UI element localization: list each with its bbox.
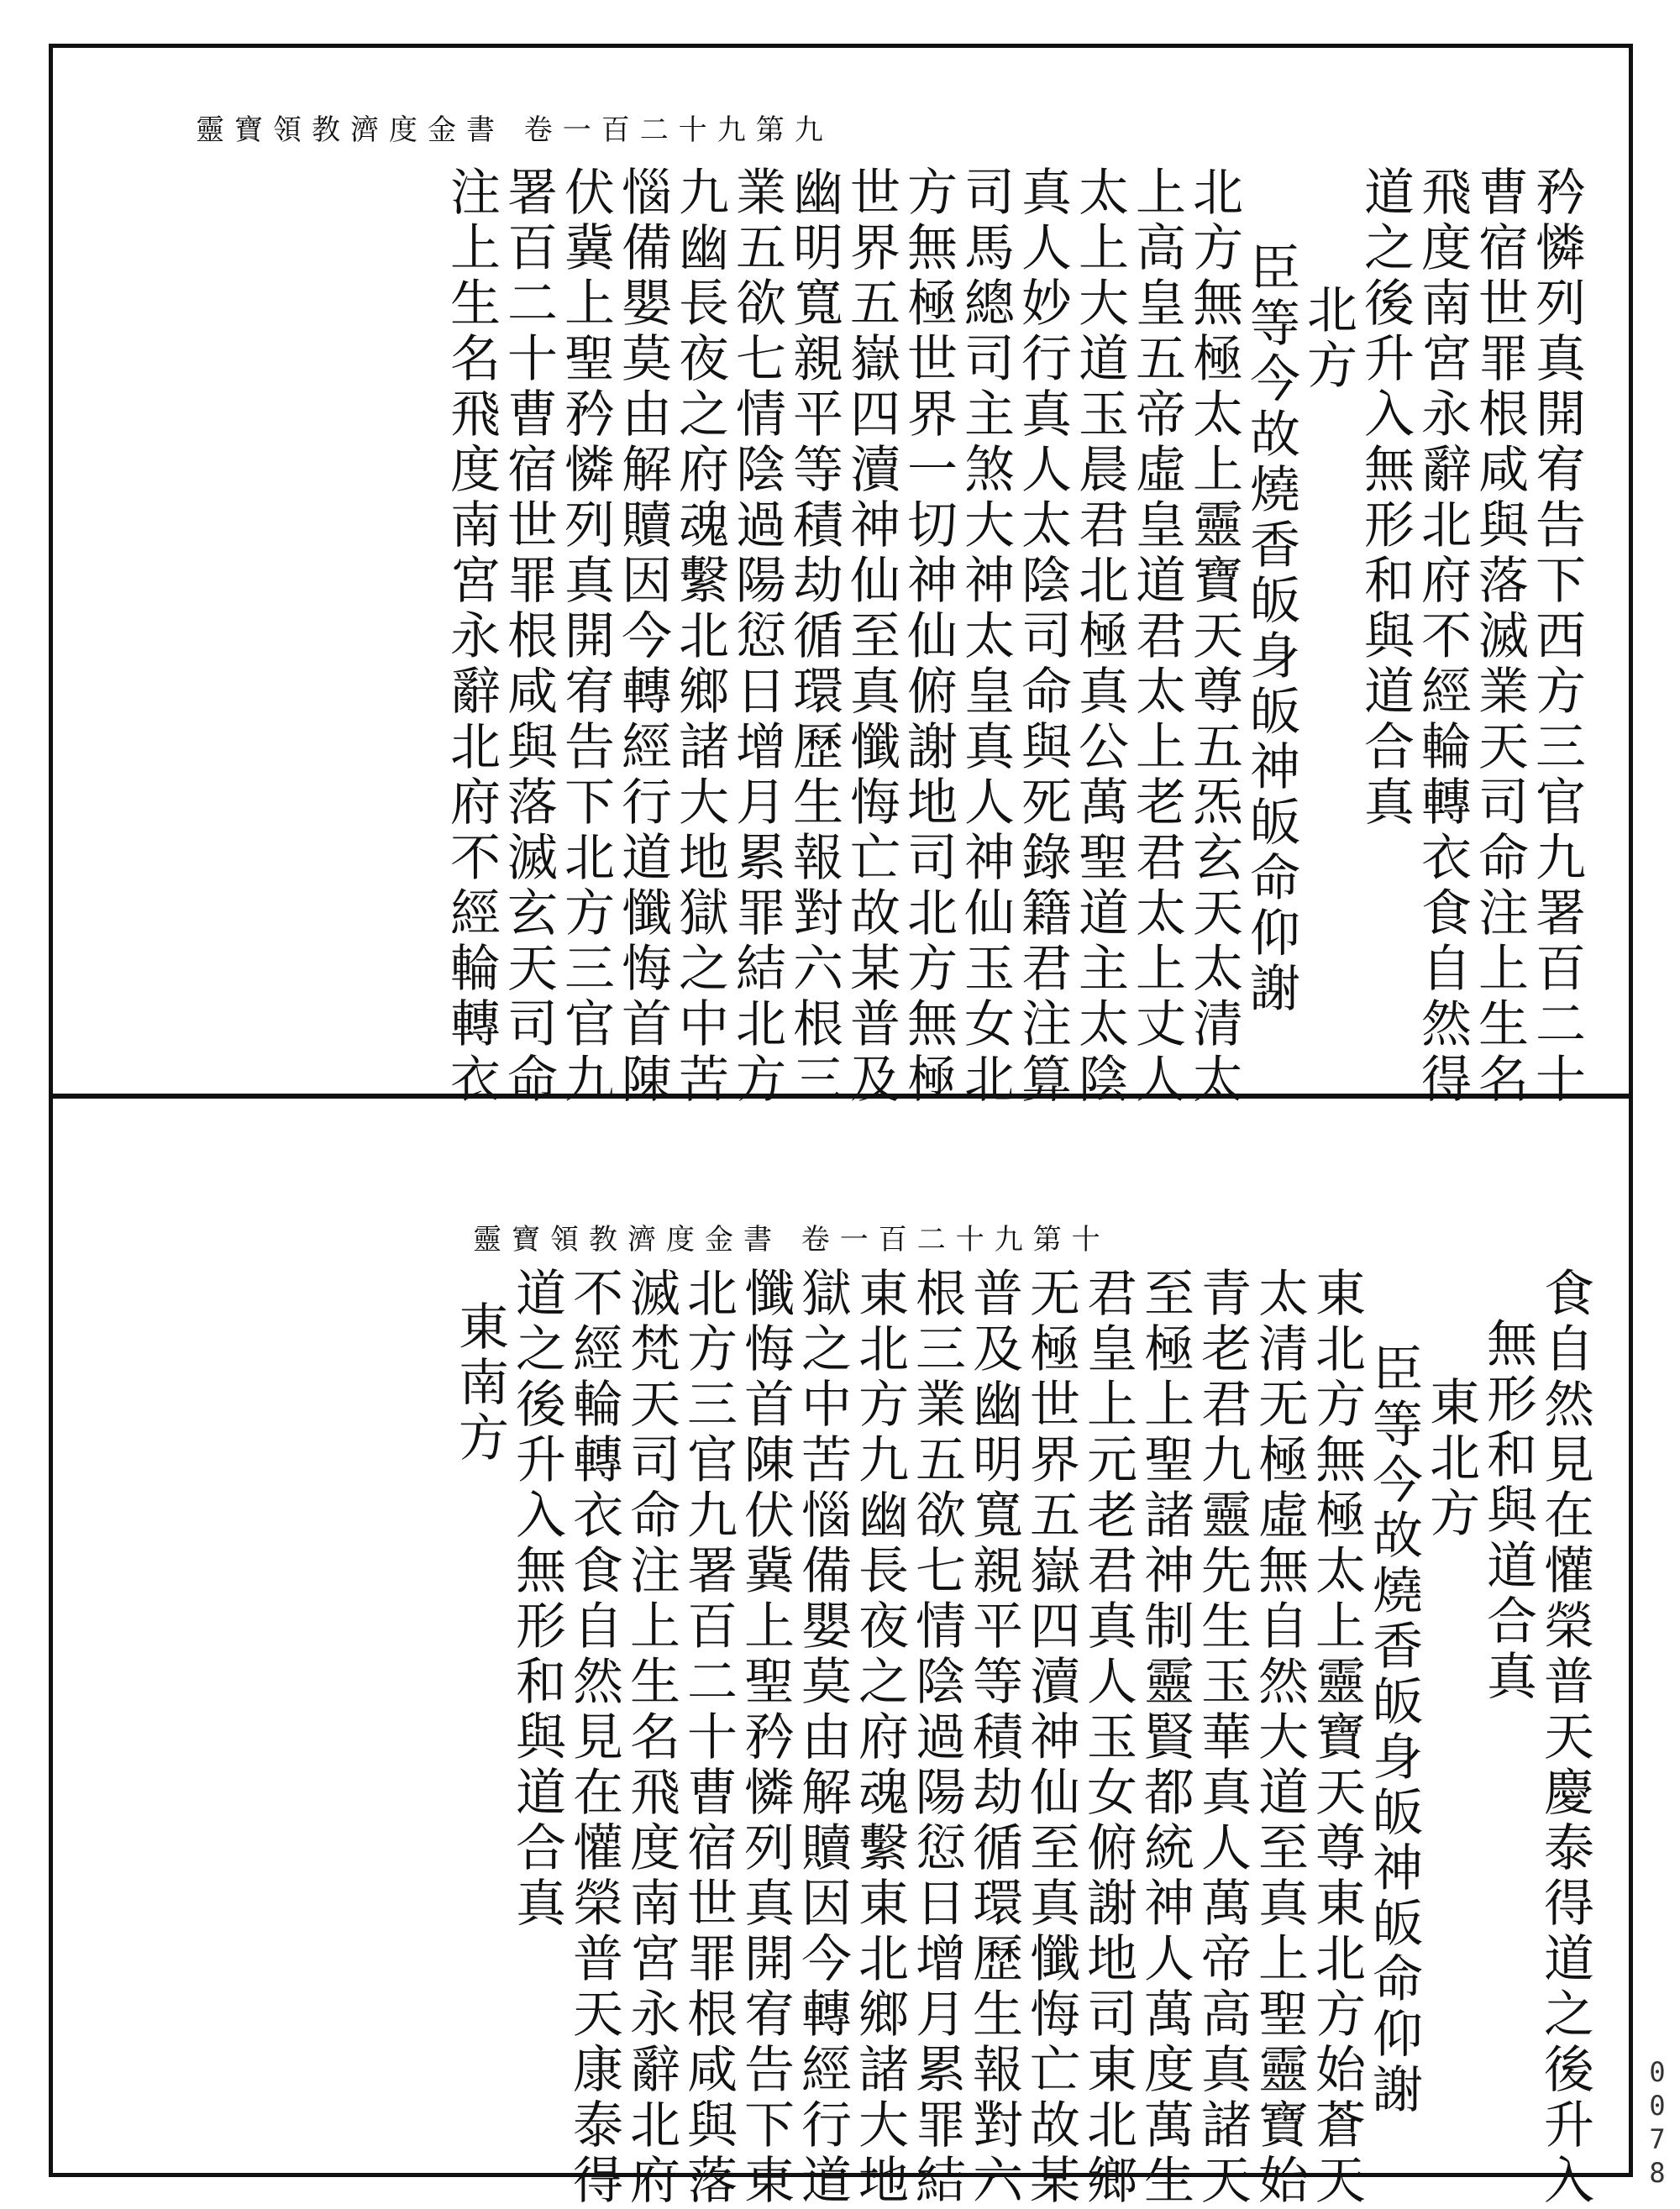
bottom-page-column: 根三業五欲七情陰過陽愆日增月累罪結: [907, 1267, 966, 2209]
bottom-page-header: 靈寶領教濟度金書 卷一百二十九第十: [473, 1223, 1110, 1257]
top-page-column: 道之後升入無形和與道合真: [1356, 165, 1415, 831]
bottom-page-column: 至極上聖諸神制靈賢都統神人萬度萬生: [1136, 1267, 1194, 2209]
top-page-column: 方無極世界一切神仙俯謝地司北方無極: [899, 165, 958, 1108]
bottom-page-column: 東北方九幽長夜之府魂繫東北鄉諸大地: [850, 1267, 909, 2209]
bottom-page-column: 君皇上元老君真人玉女俯謝地司東北鄉: [1079, 1267, 1137, 2209]
bottom-page-column: 普及幽明寬親平等積劫循環歷生報對六: [964, 1267, 1023, 2209]
bottom-page-column: 滅梵天司命注上生名飛度南宮永辭北府: [622, 1267, 680, 2209]
top-page-column: 飛度南宮永辭北府不經輪轉衣食自然得: [1413, 165, 1472, 1108]
bottom-page-column: 無形和與道合真: [1478, 1317, 1537, 1705]
top-page-column: 司馬總司主煞大神太皇真人神仙玉女北: [956, 165, 1015, 1108]
top-page-column: 伏冀上聖矜憐列真開宥告下北方三官九: [556, 165, 615, 1108]
top-page-column: 世界五嶽四瀆神仙至真懺悔亡故某普及: [842, 165, 900, 1108]
top-page-column: 曹宿世罪根咸與落滅業天司命注上生名: [1470, 165, 1529, 1108]
bottom-page-column: 臣等今故燒香皈身皈神皈命仰謝: [1364, 1342, 1423, 2118]
top-page-column: 矜憐列真開宥告下西方三官九署百二十: [1527, 165, 1586, 1108]
bottom-page: [53, 1099, 1629, 2209]
bottom-page-column: 不經輪轉衣食自然見在懽榮普天康泰得: [564, 1267, 623, 2209]
top-page-column: 幽明寬親平等積劫循環歷生報對六根三: [785, 165, 843, 1108]
bottom-page-column: 東北方: [1421, 1376, 1480, 1542]
bottom-page-column: 食自然見在懽榮普天慶泰得道之後升入: [1536, 1267, 1594, 2209]
bottom-page-column: 獄之中苦惱備嬰莫由解贖因今轉經行道: [793, 1267, 852, 2209]
top-page-column: 真人妙行真人太陰司命與死錄籍君注算: [1013, 165, 1072, 1108]
top-page: [53, 48, 1629, 1108]
top-page-column: 業五欲七情陰過陽愆日增月累罪結北方: [727, 165, 786, 1108]
page-number: 0078: [1641, 2056, 1673, 2191]
top-page-column: 九幽長夜之府魂繫北鄉諸大地獄之中苦: [670, 165, 729, 1108]
top-page-column: 注上生名飛度南宮永辭北府不經輪轉衣: [442, 165, 501, 1108]
top-page-column: 太上大道玉晨君北極真公萬聖道主太陰: [1070, 165, 1129, 1108]
bottom-page-column: 道之後升入無形和與道合真: [507, 1267, 566, 1932]
top-page-column: 署百二十曹宿世罪根咸與落滅玄天司命: [499, 165, 558, 1108]
top-page-column: 北方: [1299, 283, 1357, 394]
bottom-page-column: 太清无極虛無自然大道至真上聖靈寶始: [1250, 1267, 1309, 2209]
bottom-page-column: 懺悔首陳伏冀上聖矜憐列真開宥告下東: [736, 1267, 795, 2209]
top-page-header: 靈寶領教濟度金書 卷一百二十九第九: [196, 113, 833, 147]
bottom-page-column: 无極世界五嶽四瀆神仙至真懺悔亡故某: [1021, 1267, 1080, 2209]
bottom-page-column: 東南方: [450, 1300, 509, 1467]
top-page-column: 惱備嬰莫由解贖因今轉經行道懺悔首陳: [613, 165, 672, 1108]
bottom-page-column: 青老君九靈先生玉華真人萬帝高真諸天: [1193, 1267, 1252, 2209]
top-page-column: 臣等今故燒香皈身皈神皈命仰謝: [1242, 241, 1300, 1017]
top-page-column: 北方無極太上靈寶天尊五炁玄天太清太: [1184, 165, 1243, 1108]
top-page-column: 上高皇五帝虛皇道君太上老君太上丈人: [1127, 165, 1186, 1108]
bottom-page-column: 北方三官九署百二十曹宿世罪根咸與落: [679, 1267, 738, 2209]
bottom-page-column: 東北方無極太上靈寶天尊東北方始蒼天: [1307, 1267, 1366, 2209]
